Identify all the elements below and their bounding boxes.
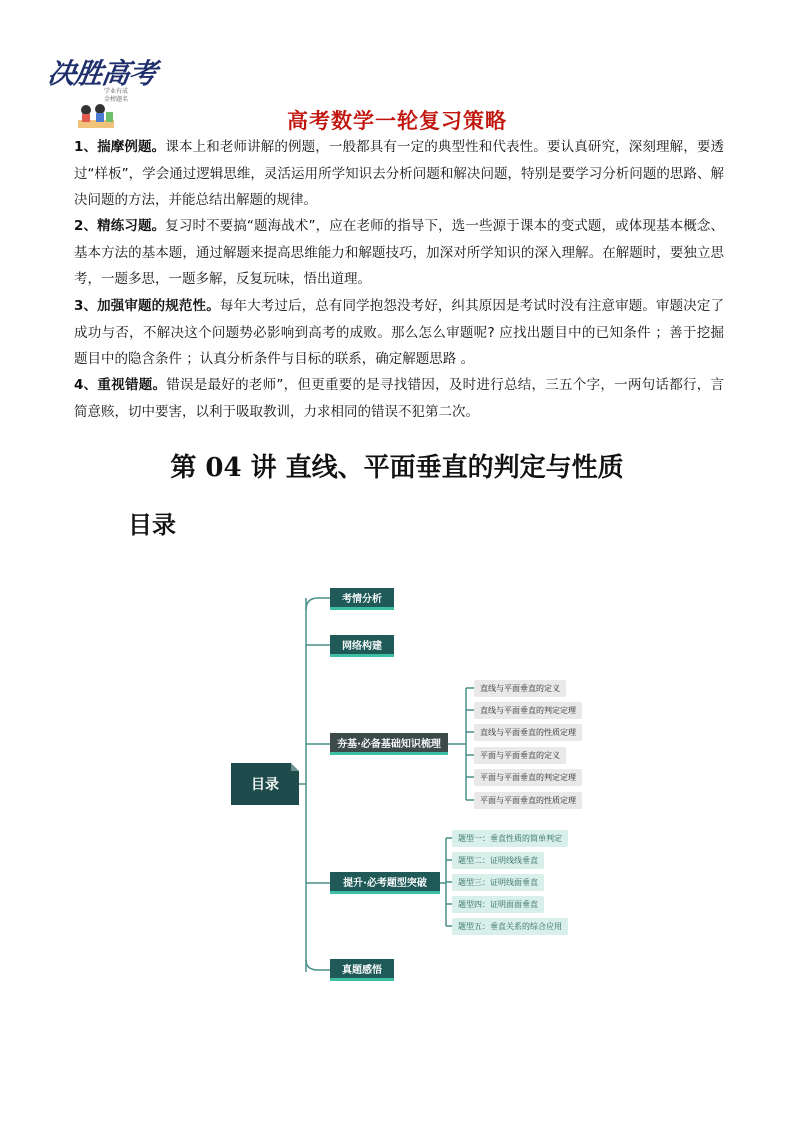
paragraph-body: 复习时不要搞“题海战术”，应在老师的指导下，选一些源于课本的变式题，或体现基本概念、基本方法的基本题，通过解题来提高思维能力和解题技巧，加深对所学知识的深入理解。在解题时，要独立思考，一题多思，一题多解，反复玩味，悟出道理。 (74, 218, 724, 287)
branch-label: 网络构建 (342, 641, 382, 652)
paragraph-body: 课本上和老师讲解的例题，一般都具有一定的典型性和代表性。要认真研究，深刻理解，要透过“样板”，学会通过逻辑思维，灵活运用所学知识去分析问题和解决问题，特别是要学习分析问题的思路、解决问题的方法，并能总结出解题的规律。 (74, 139, 724, 208)
branch-label: 真题感悟 (342, 965, 382, 976)
paragraph-lead: 1、揣摩例题。 (74, 139, 166, 155)
paragraph-body: 每年大考过后，总有同学抱怨没考好，纠其原因是考试时没有注意审题。审题决定了成功与否，不解决这个问题势必影响到高考的成败。那么怎么审题呢? 应找出题目中的已知条件 ；善于挖掘题目中的隐含条件 ；认真分析条件与目标的联系，确定解题思路 。 (74, 298, 724, 367)
leaf-basics-6[interactable]: 平面与平面垂直的性质定理 (474, 792, 582, 809)
leaf-basics-3[interactable]: 直线与平面垂直的性质定理 (474, 724, 582, 741)
document-title: 高考数学一轮复习策略 (287, 109, 507, 133)
toc-heading: 目录 (128, 510, 176, 539)
branch-exam-analysis[interactable] (330, 588, 394, 610)
logo-subtext: 学业有成 金榜题名 (104, 88, 129, 103)
leaf-type-2[interactable]: 题型二：证明线线垂直 (452, 852, 544, 869)
leaf-type-5[interactable]: 题型五：垂直关系的综合应用 (452, 918, 568, 935)
leaf-type-1[interactable]: 题型一：垂直性质的简单判定 (452, 830, 568, 847)
branch-label: 考情分析 (342, 594, 382, 605)
leaf-type-4[interactable]: 题型四：证明面面垂直 (452, 896, 544, 913)
paragraph-lead: 4、重视错题。 (74, 377, 167, 393)
branch-real-exam-review[interactable] (330, 959, 394, 981)
leaf-basics-5[interactable]: 平面与平面垂直的判定定理 (474, 769, 582, 786)
paragraph-body: 错误是最好的老师”，但更重要的是寻找错因，及时进行总结，三五个字，一两句话都行，言简意赅，切中要害，以利于吸取教训，力求相同的错误不犯第二次。 (74, 377, 724, 420)
paragraph-lead: 3、加强审题的规范性。 (74, 298, 220, 314)
lecture-title: 第 04 讲 直线、平面垂直的判定与性质 (170, 453, 624, 483)
branch-knowledge-network[interactable] (330, 635, 394, 657)
leaf-type-3[interactable]: 题型三：证明线面垂直 (452, 874, 544, 891)
paragraph-lead: 2、精练习题。 (74, 218, 166, 234)
leaf-basics-1[interactable]: 直线与平面垂直的定义 (474, 680, 566, 697)
branch-label: 夯基·必备基础知识梳理 (337, 739, 441, 750)
branch-label: 提升·必考题型突破 (343, 878, 427, 889)
page-fold-icon (291, 763, 299, 771)
mindmap-root-node[interactable] (231, 763, 299, 805)
leaf-basics-2[interactable]: 直线与平面垂直的判定定理 (474, 702, 582, 719)
branch-question-types[interactable] (330, 872, 440, 894)
logo-text: 决胜高考 (45, 57, 159, 90)
branch-basic-knowledge[interactable] (330, 733, 448, 755)
leaf-basics-4[interactable]: 平面与平面垂直的定义 (474, 747, 566, 764)
root-label: 目录 (251, 777, 279, 793)
